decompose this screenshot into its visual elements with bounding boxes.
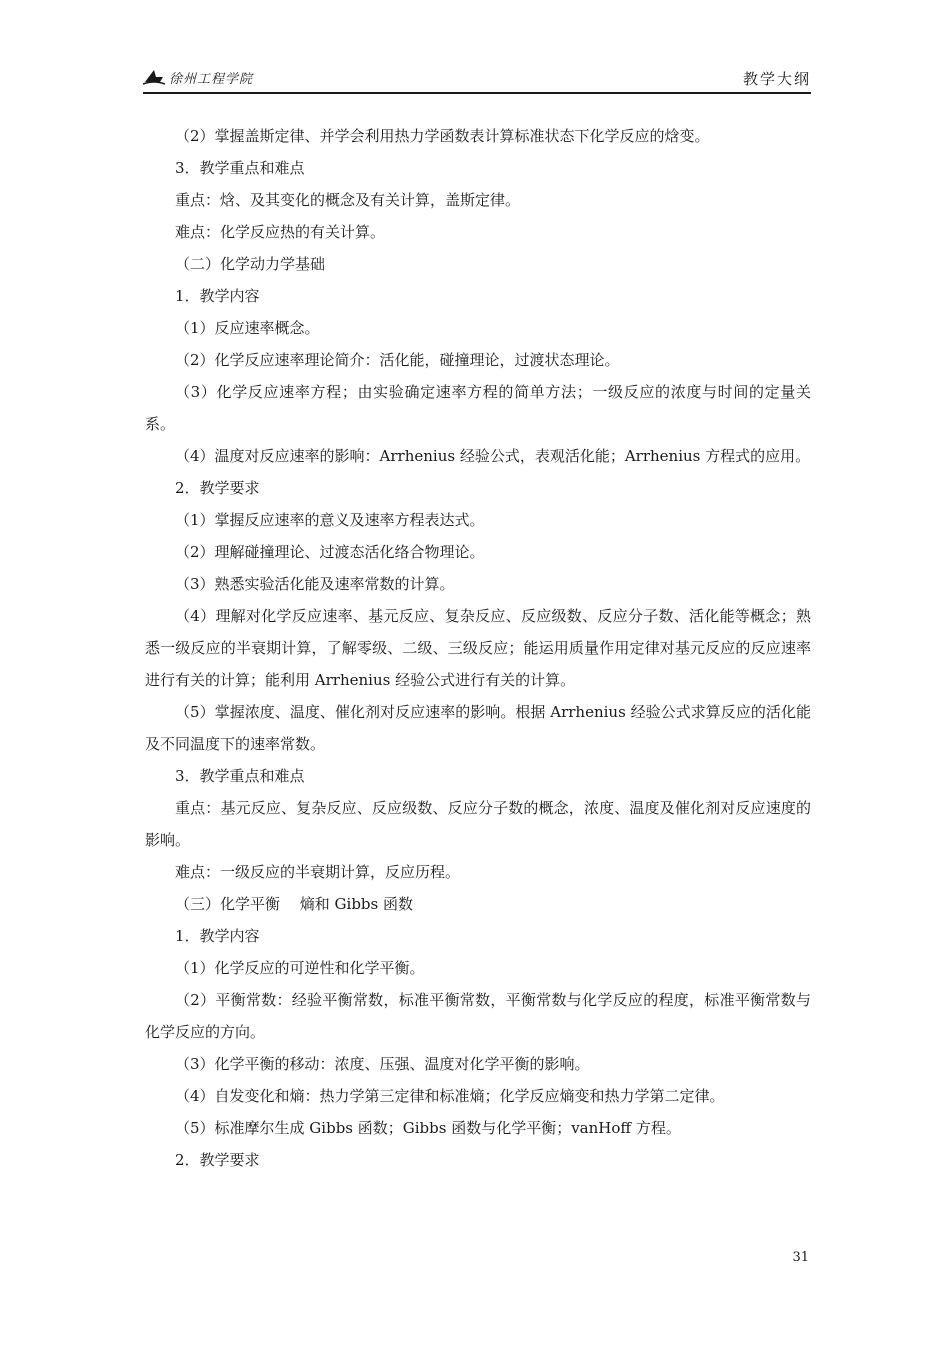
paragraph: （5）标准摩尔生成 Gibbs 函数；Gibbs 函数与化学平衡；vanHoff 方程。 <box>175 1119 681 1137</box>
paragraph: （4）理解对化学反应速率、基元反应、复杂反应、反应级数、反应分子数、活化能等概念；熟悉一级反应的半衰期计算，了解零级、二级、三级反应；能运用质量作用定律对基元反应的反应速率进行有关的计算；能利用 Arrhenius 经验公式进行有关的计算。 <box>145 607 811 689</box>
paragraph: 重点：基元反应、复杂反应、反应级数、反应分子数的概念，浓度、温度及催化剂对反应速度的影响。 <box>145 799 811 849</box>
paragraph: 重点：焓、及其变化的概念及有关计算，盖斯定律。 <box>175 191 521 209</box>
paragraph: （2）理解碰撞理论、过渡态活化络合物理论。 <box>175 543 485 561</box>
paragraph: （1）反应速率概念。 <box>175 319 320 337</box>
section-heading: 1．教学内容 <box>175 927 260 945</box>
section-heading: 2．教学要求 <box>175 479 260 497</box>
page-header <box>143 64 811 94</box>
paragraph: 难点：化学反应热的有关计算。 <box>175 223 386 241</box>
page-number: 31 <box>792 1250 809 1265</box>
school-logo <box>143 66 253 88</box>
section-heading: （二）化学动力学基础 <box>175 255 326 273</box>
paragraph: （4）自发变化和熵：热力学第三定律和标准熵；化学反应熵变和热力学第二定律。 <box>175 1087 725 1105</box>
paragraph: （3）化学反应速率方程；由实验确定速率方程的简单方法；一级反应的浓度与时间的定量关系。 <box>145 383 811 433</box>
paragraph: （2）平衡常数：经验平衡常数，标准平衡常数，平衡常数与化学反应的程度，标准平衡常数与化学反应的方向。 <box>145 991 811 1041</box>
section-heading: 1．教学内容 <box>175 287 260 305</box>
paragraph: 难点：一级反应的半衰期计算，反应历程。 <box>175 863 461 881</box>
paragraph: （2）掌握盖斯定律、并学会利用热力学函数表计算标准状态下化学反应的焓变。 <box>175 127 710 145</box>
sail-logo-icon <box>143 68 165 86</box>
paragraph: （1）掌握反应速率的意义及速率方程表达式。 <box>175 511 485 529</box>
paragraph: （1）化学反应的可逆性和化学平衡。 <box>175 959 425 977</box>
school-name: 徐州工程学院 <box>169 71 254 87</box>
paragraph: （5）掌握浓度、温度、催化剂对反应速率的影响。根据 Arrhenius 经验公式求算反应的活化能及不同温度下的速率常数。 <box>145 703 811 753</box>
paragraph: （3）化学平衡的移动：浓度、压强、温度对化学平衡的影响。 <box>175 1055 590 1073</box>
section-heading: 3．教学重点和难点 <box>175 159 305 177</box>
paragraph: （3）熟悉实验活化能及速率常数的计算。 <box>175 575 455 593</box>
body-text <box>145 120 811 1176</box>
doc-type-label: 教学大纲 <box>742 70 811 88</box>
section-heading: 2．教学要求 <box>175 1151 260 1169</box>
paragraph: （2）化学反应速率理论简介：活化能，碰撞理论，过渡状态理论。 <box>175 351 620 369</box>
section-heading: （三）化学平衡 熵和 Gibbs 函数 <box>175 895 413 913</box>
paragraph: （4）温度对反应速率的影响：Arrhenius 经验公式，表观活化能；Arrhenius 方程式的应用。 <box>175 447 811 465</box>
section-heading: 3．教学重点和难点 <box>175 767 305 785</box>
